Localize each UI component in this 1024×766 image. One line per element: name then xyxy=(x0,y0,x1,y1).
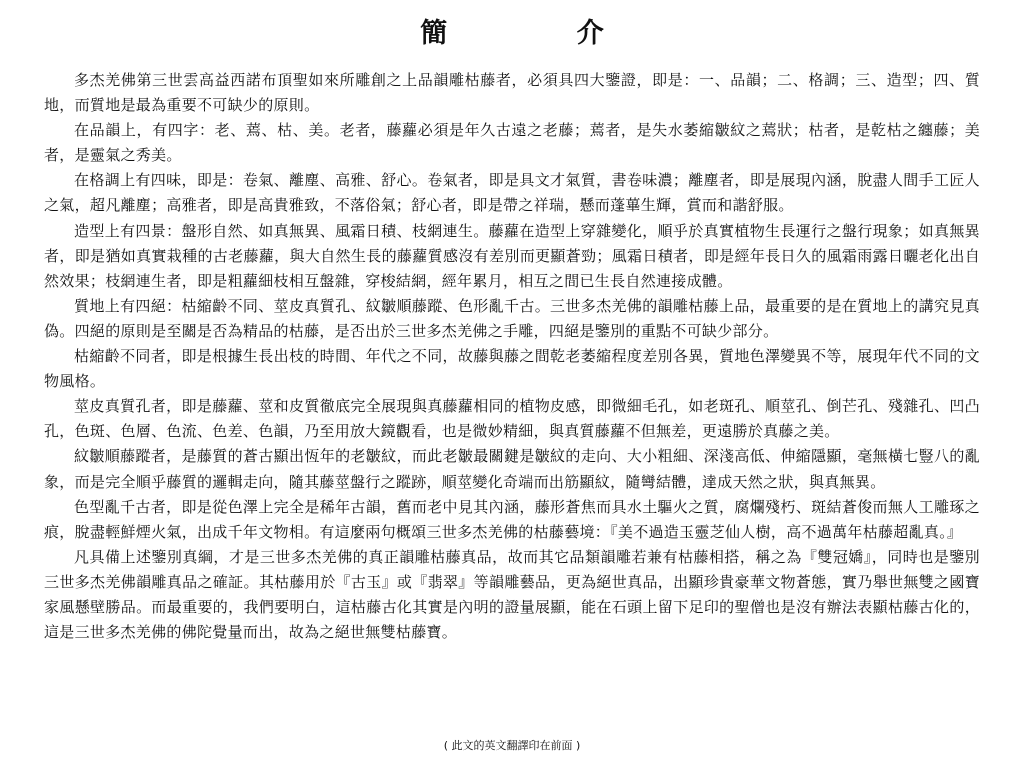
paragraph-intro: 多杰羌佛第三世雲高益西諾布頂聖如來所雕創之上品韻雕枯藤者，必須具四大鑒證，即是：一、品韻；二、格調；三、造型；四、質地，而質地是最為重要不可缺少的原則。 xyxy=(44,71,980,115)
paragraph-pinyun: 在品韻上，有四字：老、蔫、枯、美。老者，藤蘿必須是年久古遠之老藤；蔫者，是失水萎縮皺紋之蔫狀；枯者，是乾枯之纏藤；美者，是靈氣之秀美。 xyxy=(44,121,980,165)
paragraph-jingpi: 莖皮真質孔者，即是藤蘿、莖和皮質徹底完全展現與真藤蘿相同的植物皮感，即微細毛孔，如老斑孔、順莖孔、倒芒孔、殘雜孔、凹凸孔，色斑、色層、色流、色差、色韻，乃至用放大鏡觀看，也是微妙精細，與真質藤蘿不但無差，更遠勝於真藤之美。 xyxy=(44,397,980,441)
translation-note: ( 此文的英文翻譯印在前面 ) xyxy=(443,739,581,752)
paragraph-wenzhou: 紋皺順藤蹤者，是藤質的蒼古顯出恆年的老皺紋，而此老皺最關鍵是皺紋的走向、大小粗細、深淺高低、伸縮隱顯，毫無橫七豎八的亂象，而是完全順乎藤質的邏輯走向，隨其藤莖盤行之蹤跡，順莖變化奇端而出筋顯紋，隨彎結體，達成天然之狀，與真無異。 xyxy=(44,447,980,491)
paragraph-zhidi: 質地上有四絕：枯縮齡不同、莖皮真質孔、紋皺順藤蹤、色形亂千古。三世多杰羌佛的韻雕枯藤上品，最重要的是在質地上的講究見真偽。四絕的原則是至關是否為精品的枯藤，是否出於三世多杰羌佛之手雕，四絕是鑒別的重點不可缺少部分。 xyxy=(44,296,980,340)
document-title: 簡 介 xyxy=(420,18,664,49)
paragraph-kusuoling: 枯縮齡不同者，即是根據生長出枝的時間、年代之不同，故藤與藤之間乾老萎縮程度差別各異，質地色澤變異不等，展現年代不同的文物風格。 xyxy=(44,347,980,391)
document-body xyxy=(44,68,980,645)
paragraph-zaoxing: 造型上有四景：盤形自然、如真無異、風霜日積、枝網連生。藤蘿在造型上穿雜變化，順乎於真實植物生長運行之盤行現象；如真無異者，即是猶如真實栽種的古老藤蘿，與大自然生長的藤蘿質感沒有差別而更顯蒼勁；風霜日積者，即是經年長日久的風霜雨露日曬老化出自然效果；枝網連生者，即是粗蘿細枝相互盤雜，穿梭結網，經年累月，相互之間已生長自然連接成體。 xyxy=(44,221,980,290)
paragraph-sexing: 色型亂千古者，即是從色澤上完全是稀年古韻，舊而老中見其內涵，藤形蒼焦而具水土驅火之質，腐爛殘朽、斑結蒼俊而無人工雕琢之痕，脫盡輕鮮煙火氣，出成千年文物相。有這麼兩句概頌三世多杰羌佛的枯藤藝境：『美不過造玉靈芝仙人樹，高不過萬年枯藤超亂真。』 xyxy=(44,497,980,541)
paragraph-conclusion: 凡具備上述鑒別真綱，才是三世多杰羌佛的真正韻雕枯藤真品，故而其它品類韻雕若兼有枯藤相搭，稱之為『雙冠嬌』，同時也是鑒別三世多杰羌佛韻雕真品之確証。其枯藤用於『古玉』或『翡翠』等韻雕藝品，更為絕世真品，出顯珍貴豪華文物蒼態，實乃舉世無雙之國寶家風懸壁勝品。而最重要的，我們要明白，這枯藤古化其實是內明的證量展顯，能在石頭上留下足印的聖僧也是沒有辦法表顯枯藤古化的，這是三世多杰羌佛的佛陀覺量而出，故為之絕世無雙枯藤寶。 xyxy=(44,547,980,642)
paragraph-gediao: 在格調上有四味，即是：卷氣、離塵、高雅、舒心。卷氣者，即是具文才氣質，書卷味濃；離塵者，即是展現內涵，脫盡人間手工匠人之氣，超凡離塵；高雅者，即是高貴雅致，不落俗氣；舒心者，即是帶之祥瑞，懸而蓬蓽生輝，賞而和諧舒服。 xyxy=(44,171,980,215)
